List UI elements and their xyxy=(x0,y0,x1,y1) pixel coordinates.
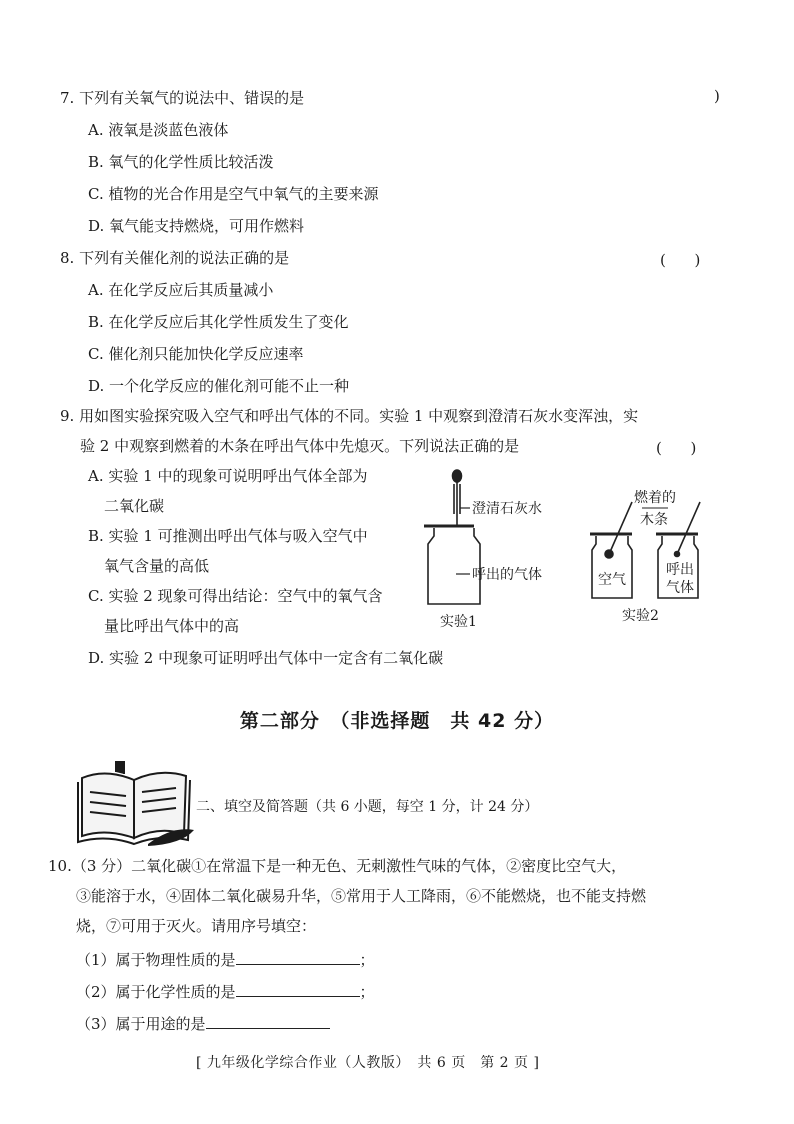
q9-option-c-line1: C. 实验 2 现象可得出结论：空气中的氧气含 xyxy=(88,587,383,605)
q10-part3-label: （3）属于用途的是 xyxy=(76,1015,206,1033)
q9-option-a-line2: 二氧化碳 xyxy=(104,497,165,515)
experiment-figure xyxy=(410,462,730,634)
part2-title: 第二部分 （非选择题 共 42 分） xyxy=(239,710,555,732)
label-stick: 木条 xyxy=(640,512,668,528)
label-air: 空气 xyxy=(598,572,626,588)
label-limewater: 澄清石灰水 xyxy=(472,501,542,517)
q10-part2-label: （2）属于化学性质的是 xyxy=(76,983,236,1001)
q9-stem-line1: 9. 用如图实验探究吸入空气和呼出气体的不同。实验 1 中观察到澄清石灰水变浑浊，实 xyxy=(60,407,639,425)
q8-stem: 8. 下列有关催化剂的说法正确的是 xyxy=(60,249,290,267)
q8-option-d: D. 一个化学反应的催化剂可能不止一种 xyxy=(88,377,350,395)
q10-part2-semicolon: ； xyxy=(359,983,375,1001)
q10-part1 xyxy=(76,950,375,970)
q7-bracket: ) xyxy=(714,87,720,105)
q10-part1-semicolon: ； xyxy=(359,951,375,969)
answer-blank-1[interactable] xyxy=(236,950,360,965)
answer-blank-2[interactable] xyxy=(236,982,360,997)
book-icon xyxy=(76,760,196,848)
label-exp1: 实验1 xyxy=(440,614,477,630)
label-exp2: 实验2 xyxy=(622,608,659,624)
q7-option-a: A. 液氧是淡蓝色液体 xyxy=(88,121,229,139)
q10-line1: 10.（3 分）二氧化碳①在常温下是一种无色、无刺激性气味的气体，②密度比空气大， xyxy=(48,857,627,875)
label-burning: 燃着的 xyxy=(634,490,676,506)
q9-option-b-line1: B. 实验 1 可推测出呼出气体与吸入空气中 xyxy=(88,527,368,545)
q8-option-a: A. 在化学反应后其质量减小 xyxy=(88,281,274,299)
q9-stem-line2: 验 2 中观察到燃着的木条在呼出气体中先熄灭。下列说法正确的是 xyxy=(80,437,520,455)
q10-part2 xyxy=(76,982,375,1002)
q8-bracket: ( ) xyxy=(660,251,701,269)
q9-option-b-line2: 氧气含量的高低 xyxy=(104,557,210,575)
q9-option-a-line1: A. 实验 1 中的现象可说明呼出气体全部为 xyxy=(88,467,368,485)
q10-part3 xyxy=(76,1014,330,1034)
q7-stem: 7. 下列有关氧气的说法中、错误的是 xyxy=(60,89,305,107)
q7-option-b: B. 氧气的化学性质比较活泼 xyxy=(88,153,274,171)
label-exhaled2-line1: 呼出 xyxy=(666,562,694,578)
answer-blank-3[interactable] xyxy=(206,1014,330,1029)
q9-option-d: D. 实验 2 中现象可证明呼出气体中一定含有二氧化碳 xyxy=(88,649,444,667)
label-exhaled2-line2: 气体 xyxy=(666,580,694,596)
q9-bracket: ( ) xyxy=(656,439,697,457)
q8-option-c: C. 催化剂只能加快化学反应速率 xyxy=(88,345,304,363)
label-exhaled-gas: 呼出的气体 xyxy=(472,567,542,583)
q10-part1-label: （1）属于物理性质的是 xyxy=(76,951,236,969)
q10-line2: ③能溶于水，④固体二氧化碳易升华，⑤常用于人工降雨，⑥不能燃烧，也不能支持燃 xyxy=(76,887,647,905)
q7-option-d: D. 氧气能支持燃烧，可用作燃料 xyxy=(88,217,305,235)
q8-option-b: B. 在化学反应后其化学性质发生了变化 xyxy=(88,313,349,331)
exp1-apparatus xyxy=(424,470,480,604)
page-footer: [ 九年级化学综合作业（人教版） 共 6 页 第 2 页 ] xyxy=(196,1055,540,1071)
q10-line3: 烧，⑦可用于灭火。请用序号填空： xyxy=(76,917,317,935)
q9-option-c-line2: 量比呼出气体中的高 xyxy=(104,617,240,635)
section2-title: 二、填空及简答题（共 6 小题，每空 1 分，计 24 分） xyxy=(196,799,539,815)
q7-option-c: C. 植物的光合作用是空气中氧气的主要来源 xyxy=(88,185,379,203)
